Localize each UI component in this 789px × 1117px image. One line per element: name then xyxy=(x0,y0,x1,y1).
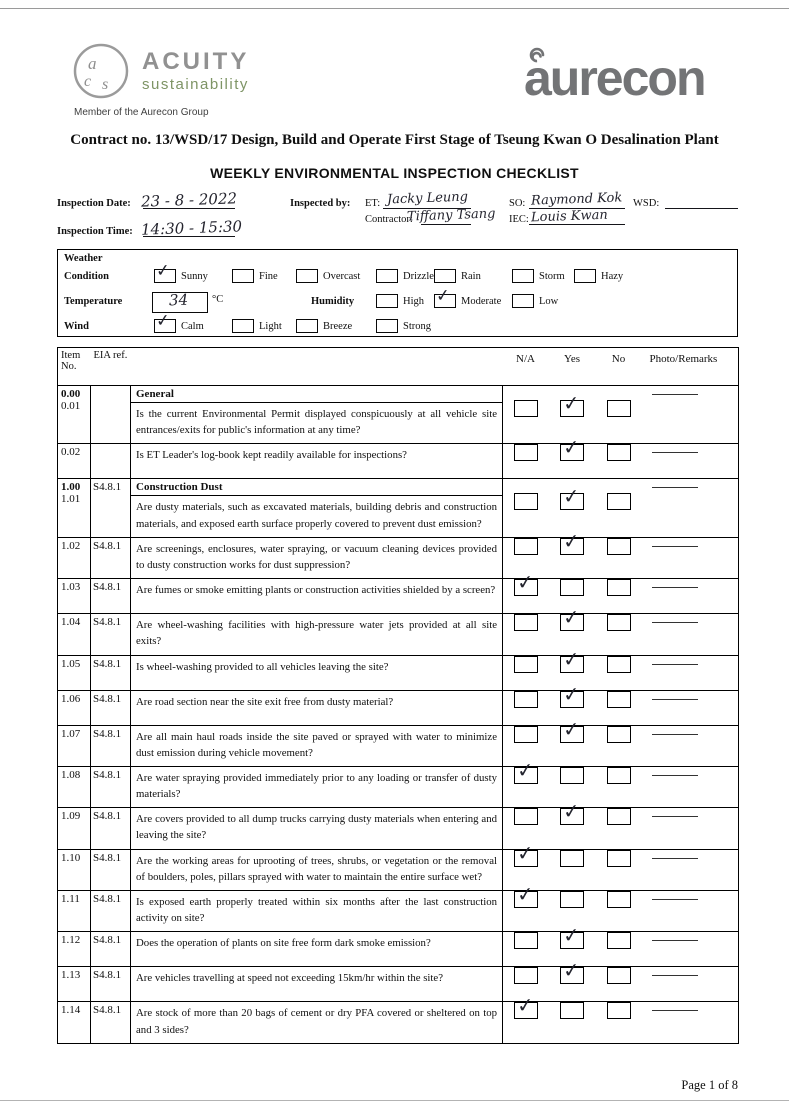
yes-cell xyxy=(549,528,596,578)
inspection-time-value: 14:30 - 15:30 xyxy=(140,217,243,239)
eia-ref-cell: S4.8.1 xyxy=(91,766,131,807)
weather-option-sunny xyxy=(154,260,208,283)
yes-tick-mark: ✓ xyxy=(561,680,581,707)
question-cell xyxy=(131,386,503,444)
aurecon-logo xyxy=(524,50,705,106)
checklist-row xyxy=(58,891,739,932)
question-text: Are dusty materials, such as excavated materials, building debris and construction materials, and exposed earth surface properly covered to prevent dust emission? xyxy=(136,501,497,530)
remarks-cell xyxy=(642,444,739,479)
remarks-blank-line xyxy=(652,816,698,817)
na-tick-mark: ✓ xyxy=(515,881,535,907)
question-text: Is the current Environmental Permit displayed conspicuously at all vehicle site entrances/exits for public's information at any time? xyxy=(136,408,497,437)
inspection-info-section xyxy=(57,189,738,245)
checklist-row xyxy=(58,725,739,766)
question-cell xyxy=(131,655,503,690)
no-checkbox xyxy=(607,538,631,555)
no-checkbox xyxy=(607,614,631,631)
question-text: Are screenings, enclosures, water spraying, or vacuum cleaning devices provided to dusty construction works for dust suppression? xyxy=(136,542,497,571)
checklist-row xyxy=(58,614,739,655)
weather-label: Weather xyxy=(64,253,103,264)
remarks-blank-line xyxy=(652,940,698,941)
na-checkbox xyxy=(514,614,538,631)
weather-option-strong xyxy=(376,319,431,333)
na-checkbox xyxy=(514,932,538,949)
eia-ref-cell: S4.8.1 xyxy=(91,614,131,655)
scan-artifact-line-bottom xyxy=(0,1100,789,1101)
no-cell xyxy=(596,690,642,725)
inspection-time-label: Inspection Time: xyxy=(57,226,133,237)
checklist-row xyxy=(58,579,739,614)
question-text: Are vehicles travelling at speed not exceeding 15km/hr within the site? xyxy=(136,972,444,985)
no-cell xyxy=(596,614,642,655)
section-header: Construction Dust xyxy=(131,479,502,496)
yes-tick-mark: ✓ xyxy=(561,957,581,984)
eia-ref-cell: S4.8.1 xyxy=(91,932,131,967)
no-checkbox xyxy=(607,850,631,867)
checkbox xyxy=(574,269,596,283)
remarks-cell xyxy=(642,386,739,444)
item-no-cell: 1.04 xyxy=(58,614,91,655)
checklist-row xyxy=(58,537,739,578)
no-checkbox xyxy=(607,444,631,461)
no-cell xyxy=(596,891,642,932)
et-label: ET: xyxy=(365,198,381,209)
item-no-cell: 1.14 xyxy=(58,1002,91,1043)
yes-tick-mark: ✓ xyxy=(561,483,581,510)
acuity-tagline: sustainability xyxy=(142,76,249,94)
question-cell xyxy=(131,808,503,849)
page-number: Page 1 of 8 xyxy=(681,1077,738,1092)
no-cell xyxy=(596,766,642,807)
col-header-eia: EIA ref. xyxy=(91,348,131,386)
eia-ref-cell: S4.8.1 xyxy=(91,891,131,932)
question-text: Are all main haul roads inside the site paved or sprayed with water to minimize dust emission during vehicle movement? xyxy=(136,730,497,759)
na-tick-mark: ✓ xyxy=(515,757,535,783)
yes-cell xyxy=(549,715,596,766)
question-cell xyxy=(131,690,503,725)
no-cell xyxy=(596,537,642,578)
question-text: Does the operation of plants on site free form dark smoke emission? xyxy=(136,937,431,950)
checkbox-label: Fine xyxy=(259,270,278,282)
remarks-blank-line xyxy=(652,699,698,700)
checkbox xyxy=(296,319,318,333)
remarks-blank-line xyxy=(652,622,698,623)
weather-option-breeze xyxy=(296,319,352,333)
item-no-cell: 1.03 xyxy=(58,579,91,614)
section-header: General xyxy=(131,386,502,403)
na-tick-mark: ✓ xyxy=(515,839,535,866)
item-no-cell: 1.07 xyxy=(58,725,91,766)
item-no-cell: 1.00 1.01 xyxy=(58,479,91,537)
weather-option-moderate xyxy=(434,285,502,308)
question-cell xyxy=(131,891,503,932)
acuity-wordmark: ACUITY xyxy=(142,47,250,75)
no-cell xyxy=(596,932,642,967)
checkbox xyxy=(376,319,398,333)
eia-ref-cell: S4.8.1 xyxy=(91,537,131,578)
col-header-no: No xyxy=(596,348,642,386)
remarks-cell xyxy=(642,967,739,1002)
yes-tick-mark: ✓ xyxy=(561,922,581,949)
yes-cell xyxy=(549,957,596,1002)
item-no-cell: 1.08 xyxy=(58,766,91,807)
na-cell xyxy=(503,932,549,967)
yes-cell xyxy=(549,798,596,849)
wsd-line xyxy=(665,196,738,209)
col-header-question xyxy=(131,348,503,386)
question-cell xyxy=(131,537,503,578)
no-cell xyxy=(596,967,642,1002)
no-cell xyxy=(596,386,642,444)
checkbox xyxy=(232,319,254,333)
item-no-cell: 1.05 xyxy=(58,655,91,690)
checklist-row xyxy=(58,444,739,479)
na-cell xyxy=(503,757,549,807)
weather-option-fine xyxy=(232,269,278,283)
question-text: Is ET Leader's log-book kept readily available for inspections? xyxy=(136,449,407,462)
no-checkbox xyxy=(607,726,631,743)
question-cell xyxy=(131,967,503,1002)
inspected-by-label: Inspected by: xyxy=(290,198,351,209)
yes-tick-mark: ✓ xyxy=(561,604,581,630)
na-cell xyxy=(503,444,549,479)
remarks-cell xyxy=(642,690,739,725)
so-label: SO: xyxy=(509,198,526,209)
checkbox-label: Drizzle xyxy=(403,270,434,282)
checklist-row xyxy=(58,655,739,690)
yes-tick-mark: ✓ xyxy=(561,390,581,416)
remarks-blank-line xyxy=(652,487,698,488)
question-cell xyxy=(131,932,503,967)
checklist-table xyxy=(57,347,739,1044)
checklist-row xyxy=(58,1002,739,1043)
weather-option-low xyxy=(512,294,558,308)
remarks-cell xyxy=(642,891,739,932)
no-checkbox xyxy=(607,400,631,417)
checklist-row xyxy=(58,967,739,1002)
iec-label: IEC: xyxy=(509,214,529,225)
aurecon-swirl-icon xyxy=(528,47,546,63)
question-text: Are fumes or smoke emitting plants or construction activities shielded by a screen? xyxy=(136,584,496,597)
na-tick-mark: ✓ xyxy=(515,992,535,1019)
wsd-label: WSD: xyxy=(633,198,660,209)
no-cell xyxy=(596,808,642,849)
iec-value: Louis Kwan xyxy=(530,207,609,226)
no-cell xyxy=(596,725,642,766)
yes-checkbox xyxy=(560,891,584,908)
remarks-blank-line xyxy=(652,664,698,665)
na-cell xyxy=(503,655,549,690)
question-cell xyxy=(131,766,503,807)
question-text: Is exposed earth properly treated within six months after the last construction activity on site? xyxy=(136,896,497,925)
aurecon-wordmark: aurecon xyxy=(524,50,705,106)
item-no-cell: 0.00 0.01 xyxy=(58,386,91,444)
yes-checkbox xyxy=(560,767,584,784)
checkbox xyxy=(512,294,534,308)
checkbox xyxy=(296,269,318,283)
na-cell xyxy=(503,614,549,655)
question-text: Are covers provided to all dump trucks carrying dusty materials when entering and leaving the site? xyxy=(136,813,497,842)
yes-tick-mark: ✓ xyxy=(561,798,581,824)
yes-checkbox xyxy=(560,579,584,596)
remarks-blank-line xyxy=(652,734,698,735)
eia-ref-cell xyxy=(91,444,131,479)
checklist-row xyxy=(58,690,739,725)
question-cell xyxy=(131,725,503,766)
no-checkbox xyxy=(607,932,631,949)
no-cell xyxy=(596,479,642,537)
na-checkbox xyxy=(514,493,538,510)
remarks-cell xyxy=(642,808,739,849)
na-checkbox xyxy=(514,444,538,461)
no-cell xyxy=(596,579,642,614)
tick-mark: ✓ xyxy=(154,260,172,282)
yes-cell xyxy=(549,849,596,890)
na-checkbox xyxy=(514,967,538,984)
table-header-row xyxy=(58,348,739,386)
yes-cell xyxy=(549,1002,596,1043)
checkbox-label: Rain xyxy=(461,270,481,282)
remarks-blank-line xyxy=(652,775,698,776)
item-no-cell: 1.11 xyxy=(58,891,91,932)
remarks-cell xyxy=(642,655,739,690)
weather-option-calm xyxy=(154,310,204,333)
remarks-cell xyxy=(642,932,739,967)
no-checkbox xyxy=(607,493,631,510)
checkbox-label: Calm xyxy=(181,320,204,332)
na-checkbox xyxy=(514,656,538,673)
eia-ref-cell: S4.8.1 xyxy=(91,579,131,614)
checklist-row xyxy=(58,386,739,444)
question-cell xyxy=(131,1002,503,1043)
na-tick-mark: ✓ xyxy=(515,569,535,595)
checkbox xyxy=(376,294,398,308)
temperature-value: 34 xyxy=(168,290,189,310)
eia-ref-cell: S4.8.1 xyxy=(91,967,131,1002)
item-no-cell: 0.02 xyxy=(58,444,91,479)
no-checkbox xyxy=(607,579,631,596)
item-no-cell: 1.13 xyxy=(58,967,91,1002)
checkbox-label: Moderate xyxy=(461,295,502,307)
svg-text:s: s xyxy=(102,76,109,93)
remarks-blank-line xyxy=(652,546,698,547)
eia-ref-cell: S4.8.1 xyxy=(91,1002,131,1043)
no-checkbox xyxy=(607,1002,631,1019)
remarks-blank-line xyxy=(652,975,698,976)
na-checkbox xyxy=(514,808,538,825)
yes-checkbox xyxy=(560,850,584,867)
item-no-cell: 1.10 xyxy=(58,849,91,890)
tick-mark: ✓ xyxy=(434,285,452,307)
no-cell xyxy=(596,1002,642,1043)
weather-option-drizzle xyxy=(376,269,434,283)
eia-ref-cell: S4.8.1 xyxy=(91,690,131,725)
col-header-na: N/A xyxy=(503,348,549,386)
question-text: Are stock of more than 20 bags of cement or dry PFA covered or sheltered on top and 3 sides? xyxy=(136,1007,497,1036)
acuity-member-text: Member of the Aurecon Group xyxy=(74,107,209,118)
eia-ref-cell: S4.8.1 xyxy=(91,808,131,849)
yes-tick-mark: ✓ xyxy=(561,528,581,554)
temperature-unit: °C xyxy=(212,294,224,305)
no-checkbox xyxy=(607,891,631,908)
question-cell xyxy=(131,479,503,537)
remarks-blank-line xyxy=(652,858,698,859)
no-checkbox xyxy=(607,767,631,784)
yes-tick-mark: ✓ xyxy=(561,434,581,461)
yes-tick-mark: ✓ xyxy=(561,645,581,672)
checkbox xyxy=(232,269,254,283)
na-checkbox xyxy=(514,538,538,555)
weather-option-high xyxy=(376,294,424,308)
col-header-item: Item No. xyxy=(58,348,91,386)
condition-label: Condition xyxy=(64,271,109,282)
checkbox-label: Hazy xyxy=(601,270,624,282)
remarks-blank-line xyxy=(652,452,698,453)
yes-checkbox xyxy=(560,1002,584,1019)
acuity-logo-mark-icon xyxy=(72,42,130,100)
temperature-field xyxy=(152,292,208,313)
checkbox-label: Low xyxy=(539,295,559,307)
question-cell xyxy=(131,849,503,890)
eia-ref-cell xyxy=(91,386,131,444)
checkbox-label: Strong xyxy=(403,320,432,332)
question-cell xyxy=(131,579,503,614)
checkbox xyxy=(434,269,456,283)
checklist-row xyxy=(58,932,739,967)
acuity-logo xyxy=(72,42,249,118)
checkbox-label: Breeze xyxy=(323,320,353,332)
et-value: Jacky Leung xyxy=(386,189,469,208)
contract-title: Contract no. 13/WSD/17 Design, Build and Operate First Stage of Tseung Kwan O Desalination Plant xyxy=(70,132,719,148)
remarks-cell xyxy=(642,849,739,890)
checklist-row xyxy=(58,766,739,807)
weather-option-light xyxy=(232,319,282,333)
humidity-label: Humidity xyxy=(311,296,355,307)
checklist-row xyxy=(58,849,739,890)
checkbox-label: Light xyxy=(259,320,282,332)
question-text: Is wheel-washing provided to all vehicles leaving the site? xyxy=(136,660,389,673)
remarks-blank-line xyxy=(652,899,698,900)
na-checkbox xyxy=(514,726,538,743)
remarks-blank-line xyxy=(652,587,698,588)
eia-ref-cell: S4.8.1 xyxy=(91,479,131,537)
temperature-label: Temperature xyxy=(64,296,123,307)
document-header xyxy=(0,0,789,130)
weather-option-hazy xyxy=(574,269,623,283)
contractor-label: Contractor: xyxy=(365,214,413,225)
na-cell xyxy=(503,992,549,1043)
weather-option-storm xyxy=(512,269,565,283)
item-no-cell: 1.12 xyxy=(58,932,91,967)
no-cell xyxy=(596,849,642,890)
inspection-date-value: 23 - 8 - 2022 xyxy=(140,189,238,211)
eia-ref-cell: S4.8.1 xyxy=(91,655,131,690)
weather-option-rain xyxy=(434,269,481,283)
eia-ref-cell: S4.8.1 xyxy=(91,849,131,890)
question-text: Are the working areas for uprooting of trees, shrubs, or vegetation or the removal of boulders, poles, pillars sprayed with water to maintain the entire surface wet? xyxy=(136,854,497,883)
na-checkbox xyxy=(514,400,538,417)
checkbox-label: Overcast xyxy=(323,270,361,282)
col-header-yes: Yes xyxy=(549,348,596,386)
svg-text:a: a xyxy=(88,54,97,73)
item-no-cell: 1.02 xyxy=(58,537,91,578)
remarks-cell xyxy=(642,725,739,766)
remarks-cell xyxy=(642,614,739,655)
weather-section xyxy=(57,249,738,337)
no-checkbox xyxy=(607,967,631,984)
na-checkbox xyxy=(514,691,538,708)
no-cell xyxy=(596,655,642,690)
question-text: Are road section near the site exit free from dusty material? xyxy=(136,695,394,708)
svg-text:c: c xyxy=(84,73,92,90)
na-cell xyxy=(503,479,549,537)
col-header-remarks: Photo/Remarks xyxy=(642,348,739,386)
na-cell xyxy=(503,881,549,932)
question-cell xyxy=(131,614,503,655)
tick-mark: ✓ xyxy=(154,310,172,332)
no-checkbox xyxy=(607,656,631,673)
question-cell xyxy=(131,444,503,479)
no-checkbox xyxy=(607,808,631,825)
remarks-cell xyxy=(642,766,739,807)
question-text: Are water spraying provided immediately prior to any loading or transfer of dusty materials? xyxy=(136,771,497,801)
remarks-cell xyxy=(642,479,739,537)
remarks-cell xyxy=(642,1002,739,1043)
checkbox-label: Storm xyxy=(539,270,565,282)
checkbox-label: High xyxy=(403,295,424,307)
checkbox xyxy=(376,269,398,283)
question-text: Are wheel-washing facilities with high-pressure water jets provided at all site exits? xyxy=(136,619,497,648)
page-title: WEEKLY ENVIRONMENTAL INSPECTION CHECKLIST xyxy=(210,165,579,181)
checklist-row xyxy=(58,808,739,849)
so-value: Raymond Kok xyxy=(530,190,623,209)
checkbox xyxy=(512,269,534,283)
checklist-row xyxy=(58,479,739,537)
no-cell xyxy=(596,444,642,479)
wind-label: Wind xyxy=(64,321,89,332)
item-no-cell: 1.06 xyxy=(58,690,91,725)
checkbox-label: Sunny xyxy=(181,270,208,282)
item-no-cell: 1.09 xyxy=(58,808,91,849)
eia-ref-cell: S4.8.1 xyxy=(91,725,131,766)
inspection-date-label: Inspection Date: xyxy=(57,198,131,209)
contractor-value: Tiffany Tsang xyxy=(406,206,496,225)
na-cell xyxy=(503,569,549,614)
na-cell xyxy=(503,690,549,725)
remarks-blank-line xyxy=(652,1010,698,1011)
remarks-blank-line xyxy=(652,394,698,395)
remarks-cell xyxy=(642,537,739,578)
na-cell xyxy=(503,386,549,444)
remarks-cell xyxy=(642,579,739,614)
yes-tick-mark: ✓ xyxy=(561,715,581,742)
no-checkbox xyxy=(607,691,631,708)
yes-cell xyxy=(549,434,596,479)
weather-option-overcast xyxy=(296,269,360,283)
